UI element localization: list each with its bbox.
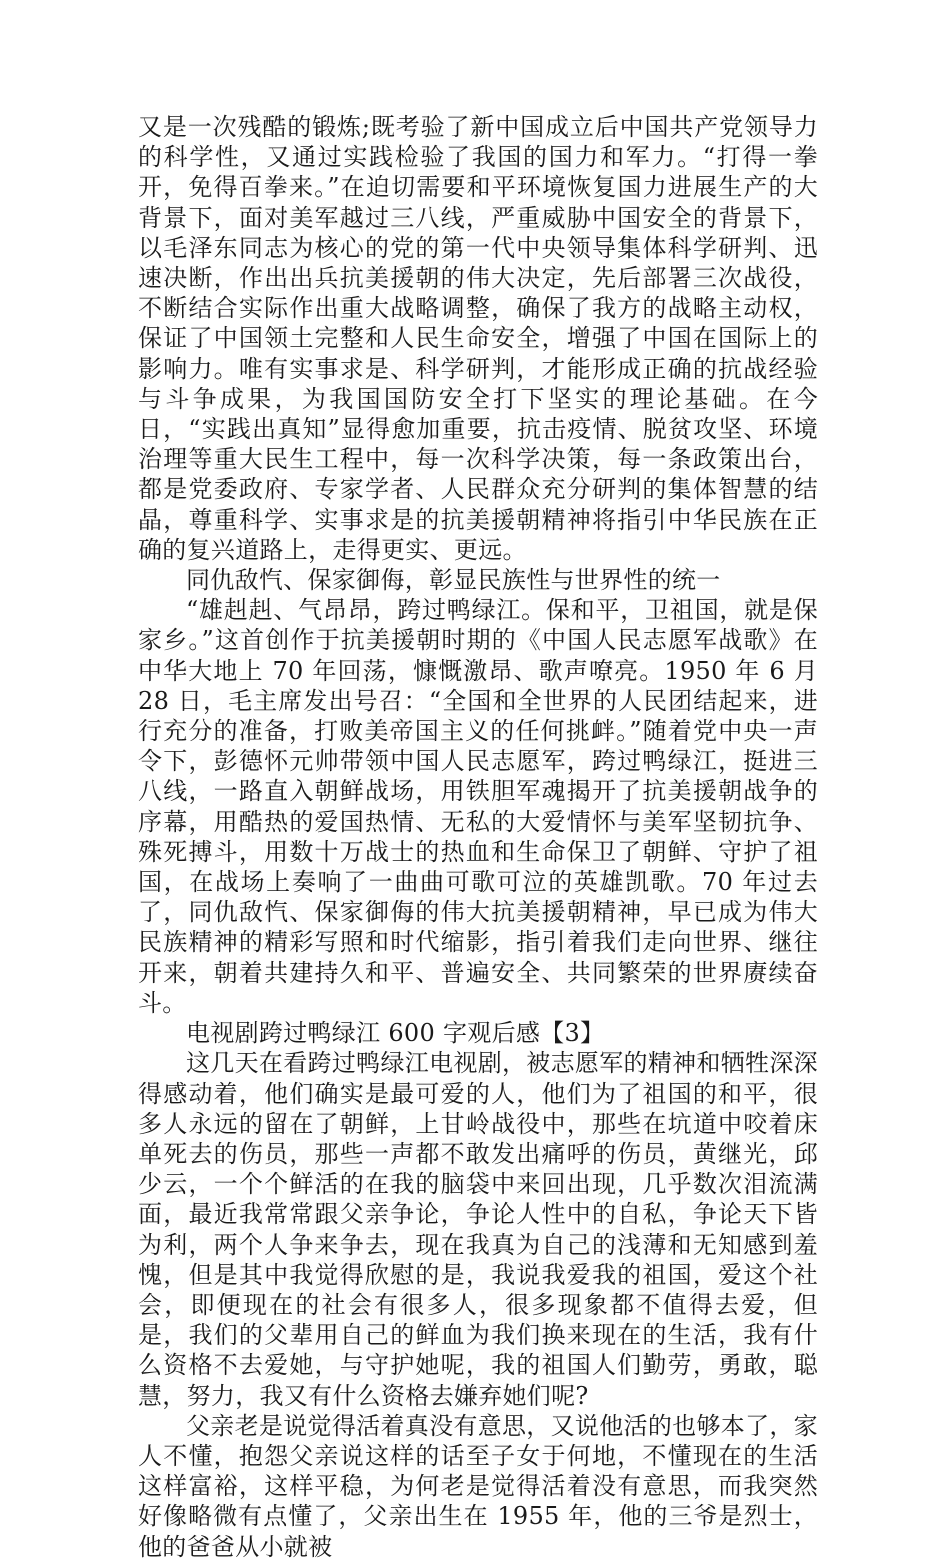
- body-paragraph: 父亲老是说觉得活着真没有意思，又说他活的也够本了，家人不懂，抱怨父亲说这样的话至子女于何地，不懂现在的生活这样富裕，这样平稳，为何老是觉得活着没有意思，而我突然好像略微有点懂了，父亲出生在 1955 年，他的三爷是烈士，他的爸爸从小就被: [138, 1411, 818, 1561]
- body-paragraph-continuation: 又是一次残酷的锻炼;既考验了新中国成立后中国共产党领导力的科学性，又通过实践检验了我国的国力和军力。“打得一拳开，免得百拳来。”在迫切需要和平环境恢复国力进展生产的大背景下，面对美军越过三八线，严重威胁中国安全的背景下，以毛泽东同志为核心的党的第一代中央领导集体科学研判、迅速决断，作出出兵抗美援朝的伟大决定，先后部署三次战役，不断结合实际作出重大战略调整，确保了我方的战略主动权，保证了中国领土完整和人民生命安全，增强了中国在国际上的影响力。唯有实事求是、科学研判，才能形成正确的抗战经验与斗争成果，为我国国防安全打下坚实的理论基础。在今日，“实践出真知”显得愈加重要，抗击疫情、脱贫攻坚、环境治理等重大民生工程中，每一次科学决策，每一条政策出台，都是党委政府、专家学者、人民群众充分研判的集体智慧的结晶，尊重科学、实事求是的抗美援朝精神将指引中华民族在正确的复兴道路上，走得更实、更远。: [138, 113, 818, 564]
- body-paragraph: 这几天在看跨过鸭绿江电视剧，被志愿军的精神和牺牲深深得感动着，他们确实是最可爱的人，他们为了祖国的和平，很多人永远的留在了朝鲜，上甘岭战役中，那些在坑道中咬着床单死去的伤员，那些一声都不敢发出痛呼的伤员，黄继光，邱少云，一个个鲜活的在我的脑袋中来回出现，几乎数次泪流满面，最近我常常跟父亲争论，争论人性中的自私，争论天下皆为利，两个人争来争去，现在我真为自己的浅薄和无知感到羞愧，但是其中我觉得欣慰的是，我说我爱我的祖国，爱这个社会，即便现在的社会有很多人，很多现象都不值得去爱，但是，我们的父辈用自己的鲜血为我们换来现在的生活，我有什么资格不去爱她，与守护她呢，我的祖国人们勤劳，勇敢，聪慧，努力，我又有什么资格去嫌弃她们呢?: [138, 1049, 818, 1410]
- document-page: [138, 112, 818, 1562]
- section-heading: 同仇敌忾、保家御侮，彰显民族性与世界性的统一: [186, 566, 721, 595]
- article-title: 电视剧跨过鸭绿江 600 字观后感【3】: [186, 1019, 605, 1048]
- body-paragraph: “雄赳赳、气昂昂，跨过鸭绿江。保和平，卫祖国，就是保家乡。”这首创作于抗美援朝时期的《中国人民志愿军战歌》在中华大地上 70 年回荡，慷慨激昂、歌声嘹亮。1950 年 6 月 28 日，毛主席发出号召：“全国和全世界的人民团结起来，进行充分的准备，打败美帝国主义的任何挑衅。”随着党中央一声令下，彭德怀元帅带领中国人民志愿军，跨过鸭绿江，挺进三八线，一路直入朝鲜战场，用铁胆军魂揭开了抗美援朝战争的序幕，用酷热的爱国热情、无私的大爱情怀与美军坚韧抗争、殊死搏斗，用数十万战士的热血和生命保卫了朝鲜、守护了祖国，在战场上奏响了一曲曲可歌可泣的英雄凯歌。70 年过去了，同仇敌忾、保家御侮的伟大抗美援朝精神，早已成为伟大民族精神的精彩写照和时代缩影，指引着我们走向世界、继往开来，朝着共建持久和平、普遍安全、共同繁荣的世界赓续奋斗。: [138, 596, 818, 1017]
